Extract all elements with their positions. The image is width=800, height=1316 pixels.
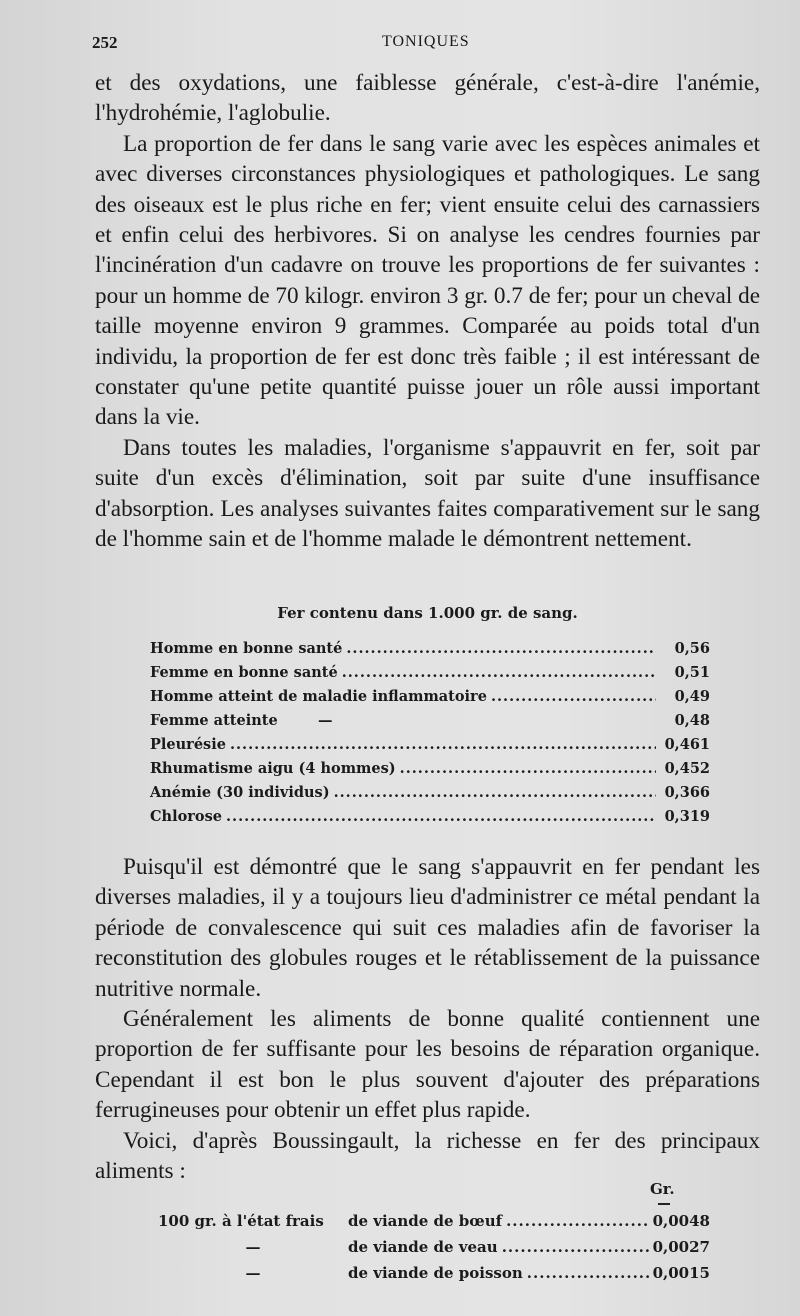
row-value: 0,452	[664, 760, 710, 777]
ditto-dash: —	[245, 1264, 261, 1282]
paragraph-iron-proportion: La proportion de fer dans le sang varie avec les espèces animales et avec diverses circonstances physiologiques et pathologiques. Le sang des oiseaux est le plus riche en fer; vient ensuite celui des carnassiers et enfin celui des herbivores. Si on analyse les cendres fournies par l'incinération d'un cadavre on trouve les proportions de fer suivantes : pour un homme de 70 kilogr. environ 3 gr. 0.7 de fer; pour un cheval de taille moyenne environ 9 grammes. Comparée au poids total d'un individu, la proportion de fer est donc très faible ; il est intéressant de constater qu'une petite quantité puisse jouer un rôle aussi important dans la vie.	[95, 130, 760, 431]
row-food: de viande de bœuf	[348, 1212, 503, 1230]
row-label: Homme en bonne santé	[150, 640, 343, 657]
row-label: Femme en bonne santé	[150, 664, 338, 681]
row-value: 0,48	[674, 712, 710, 729]
leader-dots	[527, 1264, 649, 1282]
paragraph-diseases: Dans toutes les maladies, l'organisme s'appauvrit en fer, soit par suite d'un excès d'élimination, soit par suite d'une insuffisance d'absorption. Les analyses suivantes faites comparativement sur le sang de l'homme sain et de l'homme malade le démontrent nettement.	[95, 434, 760, 553]
running-title: TONIQUES	[382, 33, 470, 50]
leader-dots	[230, 736, 656, 753]
row-value: 0,0048	[652, 1212, 710, 1230]
paragraph-continuation: et des oxydations, une faiblesse générale, c'est-à-dire l'anémie, l'hydrohémie, l'aglobulie.	[95, 70, 760, 127]
leader-dots	[491, 688, 656, 705]
row-value: 0,319	[664, 808, 710, 825]
row-label: Anémie (30 individus)	[150, 784, 330, 801]
unit-heading: Gr.	[650, 1180, 675, 1198]
row-value: 0,56	[674, 640, 710, 657]
row-food: de viande de veau	[348, 1238, 498, 1256]
row-food: de viande de poisson	[348, 1264, 523, 1282]
leader-dots	[226, 808, 656, 825]
page-header	[92, 33, 742, 57]
leader-dots	[502, 1238, 649, 1256]
row-value: 0,366	[664, 784, 710, 801]
row-label: Pleurésie	[150, 736, 226, 753]
table-row	[150, 784, 710, 808]
table-row	[158, 1264, 710, 1290]
text-block-bottom	[95, 852, 760, 1186]
paragraph-convalescence: Puisqu'il est démontré que le sang s'appauvrit en fer pendant les diverses maladies, il y a toujours lieu d'administrer ce métal pendant la période de convalescence qui suit ces maladies afin de favoriser la reconstitution des globules rouges et le rétablissement de la puissance nutritive normale.	[95, 854, 760, 1002]
row-label: Chlorose	[150, 808, 222, 825]
table-row	[158, 1212, 710, 1238]
page-number: 252	[92, 33, 118, 52]
row-value: 0,49	[674, 688, 710, 705]
table-row	[150, 664, 710, 688]
table-row	[150, 736, 710, 760]
leader-dots	[506, 1212, 649, 1230]
row-label: Rhumatisme aigu (4 hommes)	[150, 760, 396, 777]
unit-rule	[658, 1203, 670, 1205]
row-value: 0,0015	[652, 1264, 710, 1282]
leader-dots	[346, 640, 656, 657]
table-row	[150, 712, 710, 736]
row-label: Homme atteint de maladie inflammatoire	[150, 688, 487, 705]
row-label: Femme atteinte —	[150, 712, 333, 729]
paragraph-foods: Généralement les aliments de bonne qualité contiennent une proportion de fer suffisante pour les besoins de réparation organique. Cependant il est bon le plus souvent d'ajouter des préparations ferrugineuses pour obtenir un effet plus rapide.	[95, 1006, 760, 1124]
table-row	[158, 1238, 710, 1264]
row-value: 0,0027	[652, 1238, 710, 1256]
table-row	[150, 760, 710, 784]
text-block-top	[95, 68, 760, 555]
table-row	[150, 808, 710, 832]
row-value: 0,461	[664, 736, 710, 753]
row-value: 0,51	[674, 664, 710, 681]
food-table	[158, 1212, 710, 1290]
row-prefix: 100 gr. à l'état frais	[158, 1212, 324, 1230]
paragraph-boussingault: Voici, d'après Boussingault, la richesse en fer des principaux aliments :	[95, 1127, 760, 1185]
ditto-dash: —	[245, 1238, 261, 1256]
leader-dots	[334, 784, 656, 801]
iron-table-caption: Fer contenu dans 1.000 gr. de sang.	[277, 604, 578, 622]
leader-dots	[400, 760, 656, 777]
iron-table	[150, 640, 710, 832]
table-row	[150, 640, 710, 664]
table-row	[150, 688, 710, 712]
leader-dots	[342, 664, 656, 681]
